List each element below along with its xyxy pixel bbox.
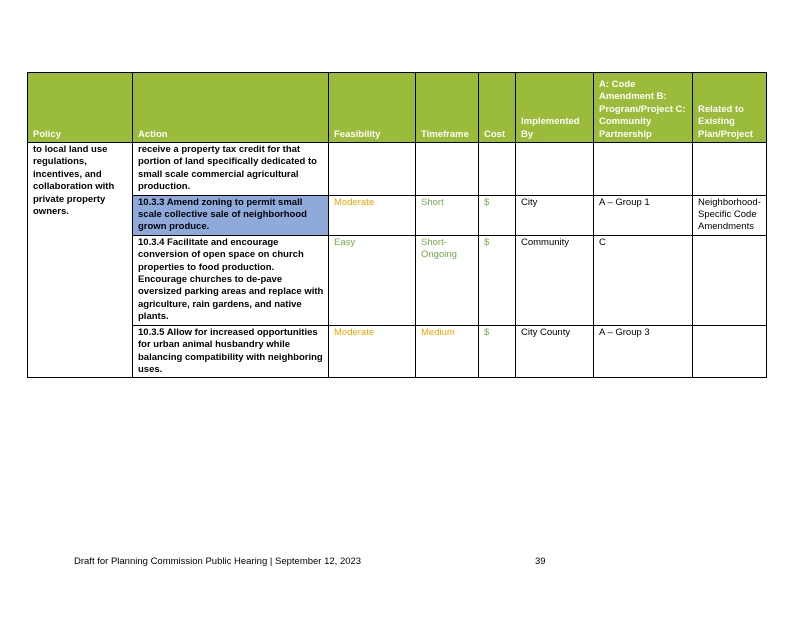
related-cell <box>693 143 767 196</box>
page-number: 39 <box>535 556 546 567</box>
action-cell: 10.3.5 Allow for increased opportunities for urban animal husbandry while balancing compatibility with neighboring uses. <box>133 325 329 378</box>
feasibility-cell <box>329 143 416 196</box>
implemented-by-cell <box>516 143 594 196</box>
cost-cell: $ <box>479 195 516 235</box>
policy-cell: to local land use regulations, incentives, and collaboration with private property owners. <box>28 143 133 378</box>
category-cell: A – Group 3 <box>594 325 693 378</box>
category-cell: C <box>594 235 693 325</box>
table-header-row <box>28 73 767 143</box>
header-action: Action <box>133 73 329 143</box>
table-row <box>28 325 767 378</box>
action-cell: receive a property tax credit for that portion of land specifically dedicated to small scale commercial agricultural production. <box>133 143 329 196</box>
implemented-by-cell: City County <box>516 325 594 378</box>
header-cost: Cost <box>479 73 516 143</box>
table-row <box>28 195 767 235</box>
implemented-by-cell: Community <box>516 235 594 325</box>
timeframe-cell: Medium <box>416 325 479 378</box>
header-feasibility: Feasibility <box>329 73 416 143</box>
action-plan-table <box>27 72 767 378</box>
header-category: A: Code Amendment B: Program/Project C: Community Partnership <box>594 73 693 143</box>
category-cell: A – Group 1 <box>594 195 693 235</box>
timeframe-cell <box>416 143 479 196</box>
footer-text: Draft for Planning Commission Public Hearing | September 12, 2023 <box>74 556 362 567</box>
table-row <box>28 143 767 196</box>
header-timeframe: Timeframe <box>416 73 479 143</box>
implemented-by-cell: City <box>516 195 594 235</box>
cost-cell: $ <box>479 235 516 325</box>
action-cell: 10.3.4 Facilitate and encourage conversion of open space on church properties to food production. Encourage churches to de-pave oversized parking areas and replace with agriculture, rain gardens, and native plants. <box>133 235 329 325</box>
feasibility-cell: Moderate <box>329 195 416 235</box>
action-cell-highlighted: 10.3.3 Amend zoning to permit small scale collective sale of neighborhood grown produce. <box>133 195 329 235</box>
cost-cell: $ <box>479 325 516 378</box>
feasibility-cell: Easy <box>329 235 416 325</box>
related-cell: Neighborhood-Specific Code Amendments <box>693 195 767 235</box>
category-cell <box>594 143 693 196</box>
header-policy: Policy <box>28 73 133 143</box>
related-cell <box>693 325 767 378</box>
table-row <box>28 235 767 325</box>
feasibility-cell: Moderate <box>329 325 416 378</box>
timeframe-cell: Short-Ongoing <box>416 235 479 325</box>
header-related: Related to Existing Plan/Project <box>693 73 767 143</box>
header-implemented-by: Implemented By <box>516 73 594 143</box>
timeframe-cell: Short <box>416 195 479 235</box>
related-cell <box>693 235 767 325</box>
cost-cell <box>479 143 516 196</box>
